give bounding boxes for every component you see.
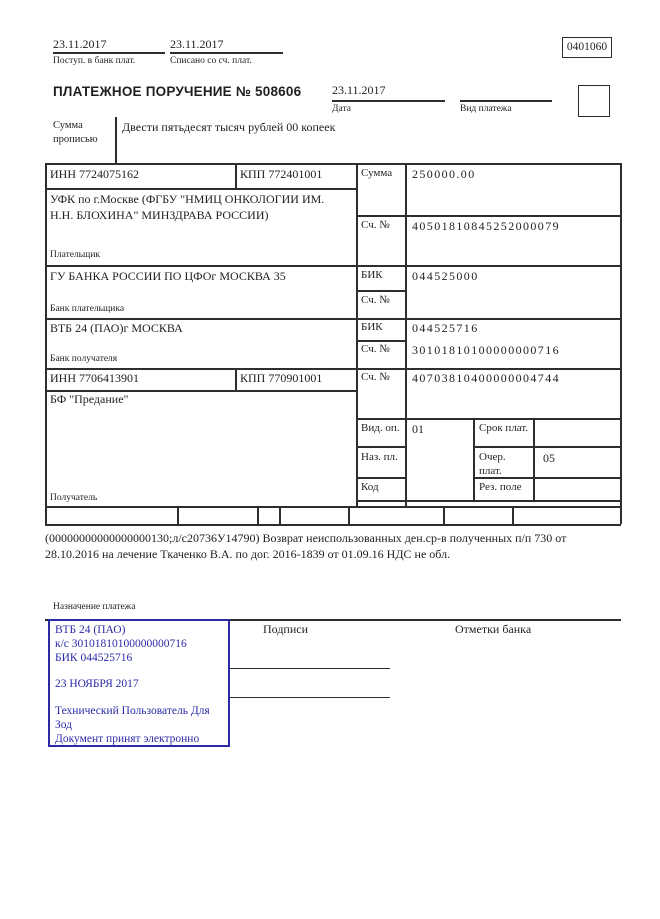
- payment-type-box: [578, 85, 610, 117]
- payee-account-label: Сч. №: [361, 371, 390, 383]
- payee-bank-account-label: Сч. №: [361, 343, 390, 355]
- payee-name: БФ "Предание": [50, 392, 129, 406]
- grid-line: [45, 506, 621, 508]
- grid-line: [235, 163, 237, 188]
- grid-line: [356, 163, 358, 506]
- amount-words-label-2: прописью: [53, 134, 98, 145]
- stamp-date: 23 НОЯБРЯ 2017: [55, 678, 139, 690]
- grid-line: [235, 368, 237, 390]
- grid-line: [45, 524, 621, 526]
- sum-label: Сумма: [361, 167, 393, 179]
- stamp-bik: БИК 044525716: [55, 652, 133, 664]
- grid-line: [279, 506, 281, 524]
- grid-line: [45, 163, 621, 165]
- grid-line: [620, 163, 622, 524]
- grid-line: [356, 340, 405, 342]
- grid-line: [45, 265, 621, 267]
- vid-op-label: Вид. оп.: [361, 422, 400, 434]
- payer-bank-bik: 044525000: [412, 269, 479, 283]
- payee-bank-account: 30101810100000000716: [412, 343, 560, 357]
- received-in-bank-date: 23.11.2017: [53, 37, 107, 51]
- payer-bank-name: ГУ БАНКА РОССИИ ПО ЦФОг МОСКВА 35: [50, 269, 286, 283]
- payee-inn: ИНН 7706413901: [50, 371, 139, 385]
- grid-line: [460, 100, 552, 102]
- payment-type-label: Вид платежа: [460, 104, 512, 114]
- signature-line: [230, 697, 390, 698]
- grid-line: [115, 117, 117, 163]
- payer-kpp: КПП 772401001: [240, 167, 323, 181]
- signatures-label: Подписи: [263, 622, 309, 636]
- amount-words-value: Двести пятьдесят тысяч рублей 00 копеек: [122, 120, 336, 134]
- grid-line: [257, 506, 259, 524]
- grid-line: [356, 418, 621, 420]
- stamp-user-line2: Зод: [55, 719, 73, 731]
- grid-line: [356, 446, 405, 448]
- grid-line: [512, 506, 514, 524]
- grid-line: [356, 215, 621, 217]
- vid-op-value: 01: [412, 422, 424, 436]
- stamp-accepted-note: Документ принят электронно: [55, 733, 200, 745]
- purpose-label: Назначение платежа: [53, 602, 136, 612]
- stamp-user-line1: Технический Пользователь Для: [55, 705, 210, 717]
- payer-account-label: Сч. №: [361, 219, 390, 231]
- grid-line: [356, 477, 405, 479]
- document-date: 23.11.2017: [332, 83, 386, 97]
- grid-line: [348, 506, 350, 524]
- stamp-corr-account: к/с 30101810100000000716: [55, 638, 187, 650]
- grid-line: [45, 318, 621, 320]
- purpose-line2: 28.10.2016 на лечение Ткаченко В.А. по дог. 2016-1839 от 01.09.16 НДС не обл.: [45, 547, 451, 561]
- grid-line: [356, 500, 621, 502]
- payee-kpp: КПП 770901001: [240, 371, 323, 385]
- debited-from-account-label: Списано со сч. плат.: [170, 56, 252, 66]
- ocher-plat-label: Очер. плат.: [479, 451, 506, 478]
- payer-name-line2: Н.Н. БЛОХИНА" МИНЗДРАВА РОССИИ): [50, 208, 269, 222]
- payee-label: Получатель: [50, 493, 98, 503]
- ocher-plat-value: 05: [543, 451, 555, 465]
- grid-line: [45, 163, 47, 524]
- grid-line: [53, 52, 165, 54]
- payee-bank-bik: 044525716: [412, 321, 479, 335]
- document-title: ПЛАТЕЖНОЕ ПОРУЧЕНИЕ № 508606: [53, 84, 302, 99]
- payer-inn: ИНН 7724075162: [50, 167, 139, 181]
- payer-label: Плательщик: [50, 250, 101, 260]
- naz-pl-label: Наз. пл.: [361, 451, 398, 463]
- rez-pole-label: Рез. поле: [479, 481, 522, 493]
- grid-line: [473, 418, 475, 500]
- payee-account: 40703810400000004744: [412, 371, 560, 385]
- srok-plat-label: Срок плат.: [479, 422, 529, 434]
- payer-name-line1: УФК по г.Москве (ФГБУ "НМИЦ ОНКОЛОГИИ ИМ.: [50, 192, 325, 206]
- payer-bank-account-label: Сч. №: [361, 294, 390, 306]
- debited-from-account-date: 23.11.2017: [170, 37, 224, 51]
- date-label: Дата: [332, 104, 351, 114]
- grid-line: [45, 368, 621, 370]
- form-code-box: 0401060: [562, 37, 612, 58]
- received-in-bank-label: Поступ. в банк плат.: [53, 56, 136, 66]
- sum-value: 250000.00: [412, 167, 476, 181]
- signature-line: [230, 668, 390, 669]
- grid-line: [405, 163, 407, 506]
- grid-line: [177, 506, 179, 524]
- grid-line: [356, 290, 405, 292]
- payer-bank-bik-label: БИК: [361, 269, 383, 281]
- purpose-line1: (00000000000000000130;л/с20736У14790) Возврат неиспользованных ден.ср-в полученных п/п 730 от: [45, 531, 567, 545]
- grid-line: [45, 188, 356, 190]
- bank-marks-label: Отметки банка: [455, 622, 532, 636]
- payee-bank-label: Банк получателя: [50, 354, 118, 364]
- kod-label: Код: [361, 481, 379, 493]
- grid-line: [443, 506, 445, 524]
- payer-account: 40501810845252000079: [412, 219, 560, 233]
- grid-line: [533, 418, 535, 500]
- amount-words-label-1: Сумма: [53, 120, 83, 131]
- payer-bank-label: Банк плательщика: [50, 304, 125, 314]
- grid-line: [332, 100, 445, 102]
- grid-line: [473, 446, 621, 448]
- stamp-bank-name: ВТБ 24 (ПАО): [55, 624, 126, 636]
- payee-bank-bik-label: БИК: [361, 321, 383, 333]
- grid-line: [170, 52, 283, 54]
- payee-bank-name: ВТБ 24 (ПАО)г МОСКВА: [50, 321, 183, 335]
